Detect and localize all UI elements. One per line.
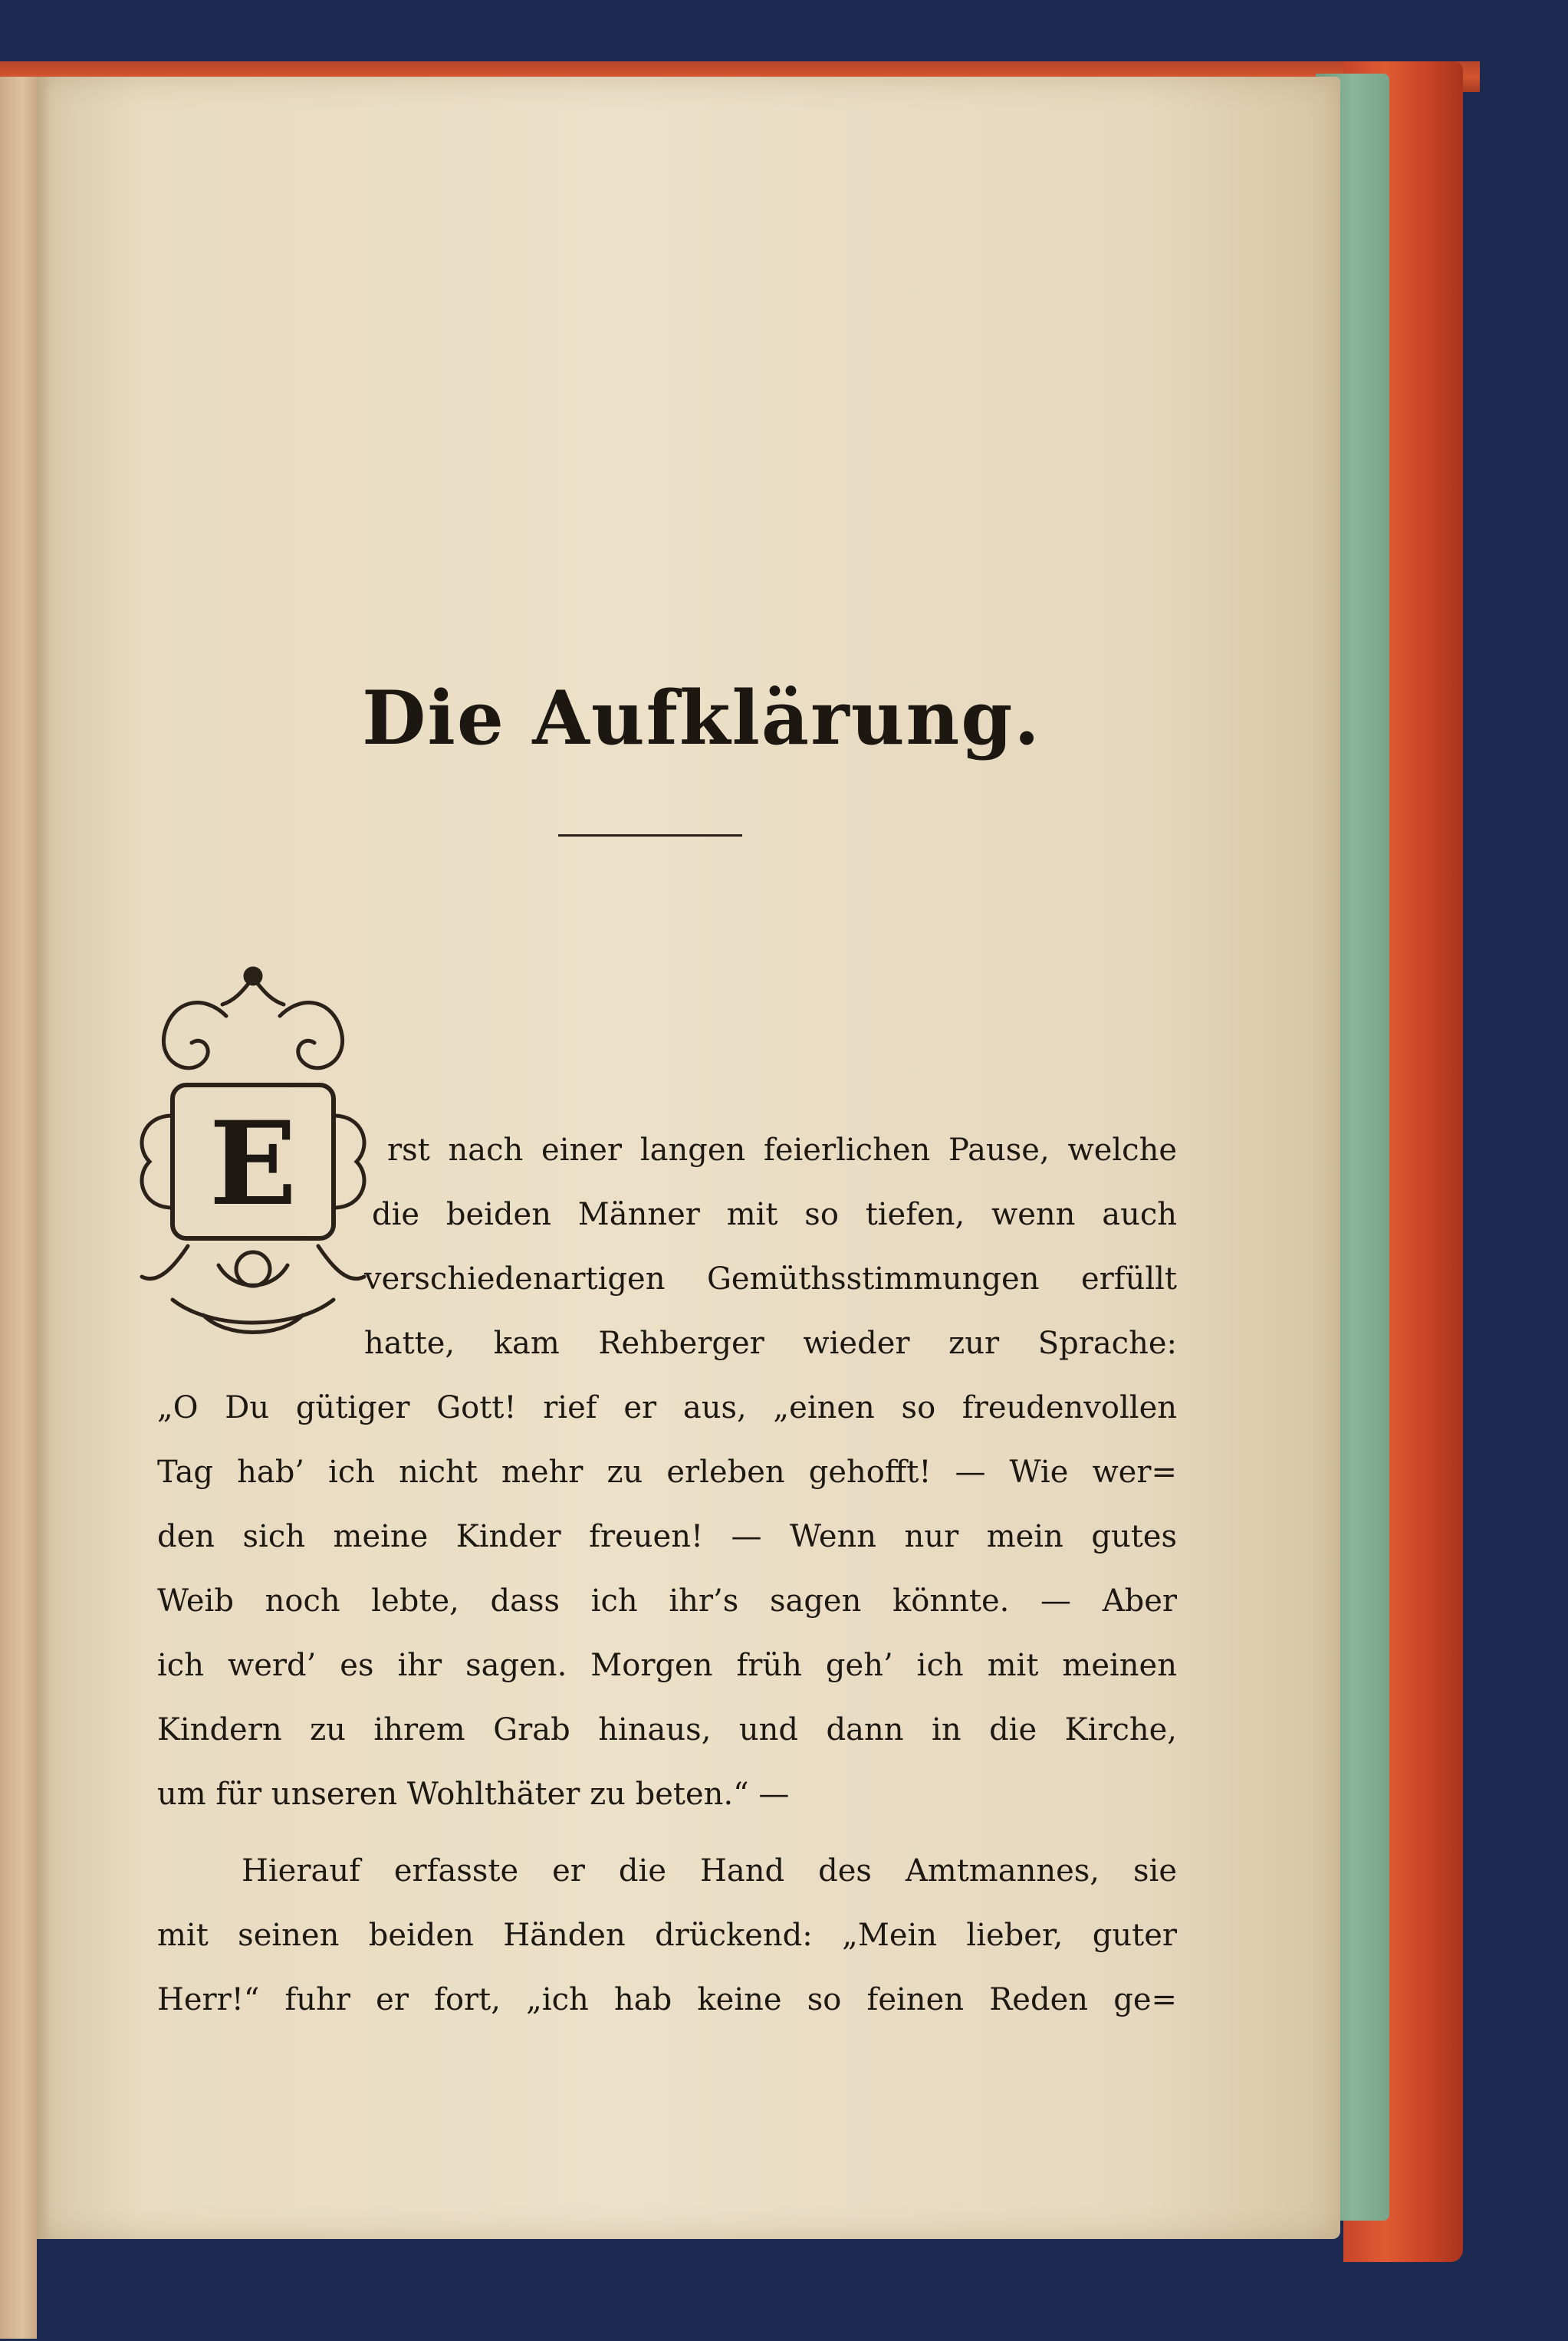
text-line: ich werd’ es ihr sagen. Morgen früh geh’ ich mit meinen	[157, 1648, 1177, 1683]
text-line: die beiden Männer mit so tiefen, wenn auch	[372, 1197, 1177, 1232]
text-line: um für unseren Wohlthäter zu beten.“ —	[157, 1777, 790, 1812]
text-line: Hierauf erfasste er die Hand des Amtmannes, sie	[242, 1853, 1177, 1889]
text-line: den sich meine Kinder freuen! — Wenn nur mein gutes	[157, 1519, 1177, 1554]
text-line: „O Du gütiger Gott! rief er aus, „einen so freudenvollen	[157, 1390, 1177, 1425]
ornament-frame-icon	[127, 962, 380, 1338]
page-gutter-shadow	[37, 77, 51, 2239]
title-divider	[558, 834, 742, 837]
text-line: Herr!“ fuhr er fort, „ich hab keine so feinen Reden ge=	[157, 1982, 1177, 2017]
text-line: rst nach einer langen feierlichen Pause, welche	[387, 1133, 1177, 1168]
text-line: verschiedenartigen Gemüthsstimmungen erfüllt	[364, 1261, 1177, 1297]
facing-page-edge	[0, 77, 37, 2339]
ornamental-initial	[127, 962, 380, 1338]
text-line: Tag hab’ ich nicht mehr zu erleben gehofft! — Wie wer=	[157, 1455, 1177, 1490]
initial-letter: E	[209, 1097, 297, 1231]
text-line: mit seinen beiden Händen drückend: „Mein lieber, guter	[157, 1918, 1177, 1953]
text-line: Weib noch lebte, dass ich ihr’s sagen könnte. — Aber	[157, 1583, 1177, 1619]
text-line: Kindern zu ihrem Grab hinaus, und dann in die Kirche,	[157, 1712, 1177, 1748]
chapter-title: Die Aufklärung.	[362, 675, 1041, 761]
text-line: hatte, kam Rehberger wieder zur Sprache:	[364, 1326, 1177, 1361]
